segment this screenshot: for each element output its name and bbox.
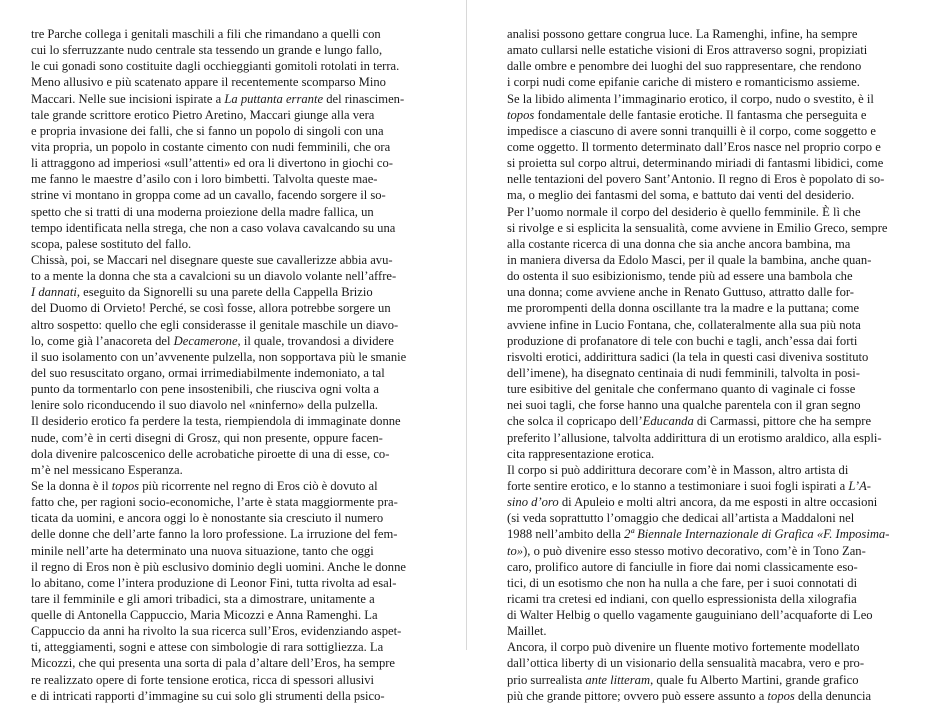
text-line bbox=[507, 91, 892, 107]
italic-text: I dannati bbox=[31, 285, 77, 300]
text-run: me fanno le maestre d’asilo con i loro bimbetti. Talvolta queste mae- bbox=[31, 172, 378, 187]
text-run: fatto che, per ragioni socio-economiche, l’arte è stata maggiormente pra- bbox=[31, 495, 398, 510]
text-line bbox=[31, 204, 423, 220]
text-line bbox=[507, 639, 892, 655]
text-line bbox=[31, 252, 423, 268]
text-run: lenire solo riconducendo il suo diavolo nel «ninferno» della pulzella. bbox=[31, 398, 378, 413]
text-run: amato cullarsi nelle estatiche visioni di Eros attraverso sogni, propiziati bbox=[507, 43, 868, 58]
text-run: , il quale, trovandosi a dividere bbox=[237, 333, 394, 348]
text-line bbox=[507, 220, 892, 236]
text-line bbox=[507, 42, 892, 58]
text-line bbox=[31, 220, 423, 236]
text-run: caro, prolifico autore di fanciulle in fiore dai nomi classicamente eso- bbox=[507, 559, 858, 574]
text-run: dell’imene), ha disegnato centinaia di nudi femminili, talvolta in posi- bbox=[507, 365, 860, 380]
text-line bbox=[507, 575, 892, 591]
text-run: di Carmassi, pittore che ha sempre bbox=[693, 414, 872, 429]
text-line bbox=[31, 413, 423, 429]
text-line bbox=[507, 413, 892, 429]
text-run: me prorompenti della donna oscillante tra la madre e la puttana; come bbox=[507, 301, 860, 316]
text-run: do ostenta il suo esibizionismo, tende più ad essere una bambola che bbox=[507, 269, 853, 284]
text-run: in maniera diversa da Edolo Masci, per il quale la bambina, anche quan- bbox=[507, 252, 872, 267]
text-run: tre Parche collega i genitali maschili a fili che rimandano a quelli con bbox=[31, 27, 381, 41]
text-run: , eseguito da Signorelli su una parete della Cappella Brizio bbox=[76, 285, 373, 300]
right-page-text bbox=[507, 26, 892, 704]
text-run: il suo isolamento con un’avvenente pulzella, non sopportava più le smanie bbox=[31, 349, 407, 364]
text-run: li attraggono ad imperiosi «sull’attenti» ed ora li divertono in giochi co- bbox=[31, 156, 393, 171]
text-line bbox=[31, 139, 423, 155]
text-run: Maccari. Nelle sue incisioni ispirate a bbox=[31, 91, 225, 106]
text-run: alla costante ricerca di una donna che sia anche ancora bambina, ma bbox=[507, 236, 851, 251]
text-line bbox=[31, 559, 423, 575]
text-run: lo, come già l’anacoreta del bbox=[31, 333, 174, 348]
text-line bbox=[507, 123, 892, 139]
text-line bbox=[31, 42, 423, 58]
text-run: preferito l’allusione, talvolta addirittura di un erotismo araldico, alla espli- bbox=[507, 430, 882, 445]
text-run: di Walter Helbig o quello vagamente gauguiniano dell’acquaforte di Leo bbox=[507, 608, 873, 623]
italic-text: L’A- bbox=[848, 478, 871, 493]
text-line bbox=[507, 300, 892, 316]
text-line bbox=[507, 526, 892, 542]
text-run: to a mente la donna che sta a cavalcioni su un diavolo volante nell’affre- bbox=[31, 269, 397, 284]
text-run: minile nell’arte ha determinato una nuova situazione, tanto che oggi bbox=[31, 543, 374, 558]
text-run: Il corpo si può addirittura decorare com’è in Masson, altro artista di bbox=[507, 462, 849, 477]
text-run: ture esibitive del genitale che confermano quanto di vaginale ci fosse bbox=[507, 382, 856, 397]
italic-text: topos bbox=[507, 107, 535, 122]
text-line bbox=[31, 462, 423, 478]
text-line bbox=[31, 672, 423, 688]
italic-text: 2ª Biennale Internazionale di Grafica «F. Imposima- bbox=[624, 527, 890, 542]
text-line bbox=[507, 349, 892, 365]
text-run: vita propria, un popolo in costante cimento con nudi femminili, che ora bbox=[31, 139, 391, 154]
text-line bbox=[31, 381, 423, 397]
text-run: e di intricati rapporti d’immagine su cui solo gli strumenti della psico- bbox=[31, 688, 385, 703]
text-line bbox=[31, 123, 423, 139]
text-run: tale grande scrittore erotico Pietro Aretino, Maccari giunge alla vera bbox=[31, 107, 375, 122]
text-run: nelle tentazioni del povero Sant’Antonio. Il regno di Eros è popolato di so- bbox=[507, 172, 885, 187]
text-run: Chissà, poi, se Maccari nel disegnare queste sue cavallerizze abbia avu- bbox=[31, 252, 393, 267]
text-line bbox=[507, 317, 892, 333]
left-page-text bbox=[31, 26, 423, 704]
text-run: dalle ombre e penombre dei luoghi del suo rappresentare, che rendono bbox=[507, 59, 862, 74]
text-line bbox=[507, 74, 892, 90]
text-run: che solca il copricapo dell’ bbox=[507, 414, 643, 429]
text-line bbox=[507, 672, 892, 688]
text-line bbox=[507, 139, 892, 155]
text-line bbox=[31, 300, 423, 316]
text-line bbox=[507, 655, 892, 671]
text-line bbox=[507, 623, 892, 639]
italic-text: La puttanta errante bbox=[224, 91, 324, 106]
text-run: del Duomo di Orvieto! Perché, se così fosse, allora potrebbe sorgere un bbox=[31, 301, 391, 316]
text-run: Meno allusivo e più scatenato appare il recentemente scomparso Mino bbox=[31, 75, 386, 90]
text-line bbox=[31, 446, 423, 462]
text-line bbox=[507, 155, 892, 171]
italic-text: topos bbox=[111, 478, 140, 493]
text-run: di Apuleio e molti altri ancora, da me esposti in altre occasioni bbox=[558, 495, 878, 510]
text-run: quelle di Antonella Cappuccio, Maria Micozzi e Anna Ramenghi. La bbox=[31, 608, 378, 623]
text-line bbox=[31, 526, 423, 542]
text-line bbox=[507, 543, 892, 559]
text-run: Ancora, il corpo può divenire un fluente motivo fortemente modellato bbox=[507, 640, 860, 655]
text-run: forte sentire erotico, e lo stanno a testimoniare i suoi fogli ispirati a bbox=[507, 478, 849, 493]
text-run: dall’ottica liberty di un visionario della sensualità macabra, vero e pro- bbox=[507, 656, 865, 671]
text-run: fondamentale delle fantasie erotiche. Il fantasma che perseguita e bbox=[534, 107, 867, 122]
text-line bbox=[507, 171, 892, 187]
text-run: nei suoi tagli, che forse hanno una qualche parentela con il gran segno bbox=[507, 398, 861, 413]
text-line bbox=[507, 591, 892, 607]
text-run: ma, o meglio dei fantasmi del soma, e battuto dai venti del desiderio. bbox=[507, 188, 855, 203]
text-run: Micozzi, che qui presenta una sorta di pala d’altare dell’Eros, ha sempre bbox=[31, 656, 396, 671]
text-run: Se la donna è il bbox=[31, 478, 112, 493]
text-run: del suo resuscitato organo, ormai irrimediabilmente indemoniato, a tal bbox=[31, 365, 385, 380]
text-run: più ricorrente nel regno di Eros ciò è dovuto al bbox=[139, 478, 378, 493]
text-run: scopa, palese sostituto del fallo. bbox=[31, 236, 192, 251]
text-run: impedisce a ciascuno di avere sonni tranquilli è il corpo, come soggetto e bbox=[507, 123, 876, 138]
text-line bbox=[31, 107, 423, 123]
text-run: punto da tormentarlo con pene insostenibili, che riusciva ogni volta a bbox=[31, 382, 379, 397]
text-run: della denuncia bbox=[794, 688, 872, 703]
text-line bbox=[31, 655, 423, 671]
text-line bbox=[507, 284, 892, 300]
text-line bbox=[507, 187, 892, 203]
text-line bbox=[31, 575, 423, 591]
text-run: ricami tra cretesi ed indiani, con quello espressionista della xilografia bbox=[507, 591, 857, 606]
text-line bbox=[31, 607, 423, 623]
text-run: si rivolge e si esplicita la sensualità, come avviene in Emilio Greco, sempre bbox=[507, 220, 888, 235]
text-run: una donna; come avviene anche in Renato Guttuso, attratto dalle for- bbox=[507, 285, 855, 300]
italic-text: to» bbox=[507, 543, 524, 558]
text-run: Cappuccio da anni ha rivolto la sua ricerca sull’Eros, evidenziando aspet- bbox=[31, 624, 402, 639]
text-run: Per l’uomo normale il corpo del desiderio è quello femminile. È lì che bbox=[507, 204, 861, 219]
text-run: ticata da uomini, e ancora oggi lo è nonostante sia cresciuto il numero bbox=[31, 511, 384, 526]
text-line bbox=[31, 171, 423, 187]
text-run: , quale fu Alberto Martini, grande grafico bbox=[650, 672, 859, 687]
text-run: (si veda soprattutto l’omaggio che dedicai all’artista a Maddaloni nel bbox=[507, 511, 855, 526]
text-line bbox=[31, 155, 423, 171]
text-run: più che grande pittore; ovvero può essere assunto a bbox=[507, 688, 768, 703]
text-line bbox=[31, 478, 423, 494]
text-line bbox=[31, 187, 423, 203]
text-run: cui lo sferruzzante nudo centrale sta tessendo un grande e lungo fallo, bbox=[31, 43, 383, 58]
text-run: delle donne che dell’arte fanno la loro professione. La irruzione del fem- bbox=[31, 527, 398, 542]
text-line bbox=[31, 91, 423, 107]
text-line bbox=[31, 268, 423, 284]
text-line bbox=[31, 543, 423, 559]
italic-text: ante litteram bbox=[585, 672, 651, 687]
text-line bbox=[31, 688, 423, 704]
text-run: avviene infine in Lucio Fontana, che, collateralmente alla sua più nota bbox=[507, 317, 861, 332]
text-line bbox=[31, 510, 423, 526]
text-run: altro sospetto: quello che egli considerasse il genitale maschile un diavo- bbox=[31, 317, 399, 332]
text-line bbox=[507, 58, 892, 74]
text-line bbox=[31, 430, 423, 446]
text-run: 1988 nell’ambito della bbox=[507, 527, 625, 542]
text-run: re realizzato opere di forte tensione erotica, ricca di spessori allusivi bbox=[31, 672, 375, 687]
text-line bbox=[31, 349, 423, 365]
text-line bbox=[31, 58, 423, 74]
text-run: prio surrealista bbox=[507, 672, 586, 687]
text-run: strine vi montano in groppa come ad un cavallo, facendo sorgere il so- bbox=[31, 188, 386, 203]
text-run: produzione di profanatore di tele con buchi e tagli, anch’essa dai forti bbox=[507, 333, 858, 348]
text-run: ti, atteggiamenti, sogni e attese con simbologie di rara sottigliezza. La bbox=[31, 640, 384, 655]
text-line bbox=[31, 494, 423, 510]
text-line bbox=[31, 74, 423, 90]
text-line bbox=[507, 478, 892, 494]
text-run: spetto che si tratti di una moderna proiezione della madre fallica, un bbox=[31, 204, 374, 219]
italic-text: Educanda bbox=[642, 414, 694, 429]
text-line bbox=[507, 688, 892, 704]
text-run: i corpi nudi come epifanie cariche di mistero e romanticismo assieme. bbox=[507, 75, 860, 90]
text-line bbox=[31, 333, 423, 349]
text-line bbox=[31, 26, 423, 42]
text-line bbox=[507, 252, 892, 268]
text-line bbox=[31, 591, 423, 607]
text-line bbox=[507, 236, 892, 252]
text-line bbox=[31, 623, 423, 639]
text-run: e propria invasione dei falli, che si fanno un popolo di singoli con una bbox=[31, 123, 384, 138]
text-run: cita rappresentazione erotica. bbox=[507, 446, 655, 461]
text-line bbox=[507, 381, 892, 397]
text-run: del rinascimen- bbox=[323, 91, 405, 106]
italic-text: Decamerone bbox=[173, 333, 238, 348]
text-run: m’è nel messicano Esperanza. bbox=[31, 462, 183, 477]
text-run: Il desiderio erotico fa perdere la testa, riempiendola di immaginate donne bbox=[31, 414, 401, 429]
text-line bbox=[507, 268, 892, 284]
text-line bbox=[507, 494, 892, 510]
text-run: ), o può divenire esso stesso motivo decorativo, com’è in Tono Zan- bbox=[523, 543, 866, 558]
italic-text: sino d’oro bbox=[507, 495, 559, 510]
text-run: nude, com’è in certi disegni di Grosz, qui non presente, oppure facen- bbox=[31, 430, 383, 445]
text-line bbox=[507, 559, 892, 575]
text-line bbox=[507, 510, 892, 526]
text-line bbox=[31, 236, 423, 252]
text-run: le cui gonadi sono costituite dagli occhieggianti gomitoli rotolati in terra. bbox=[31, 59, 400, 74]
text-run: risvolti erotici, addirittura sadici (la tela in questi casi diveniva sostituto bbox=[507, 349, 869, 364]
right-page bbox=[466, 0, 930, 703]
text-run: Maillet. bbox=[507, 624, 547, 639]
text-run: tici, di un esotismo che non ha nulla a che fare, per i suoi connotati di bbox=[507, 575, 858, 590]
text-line bbox=[507, 365, 892, 381]
text-line bbox=[31, 397, 423, 413]
text-line bbox=[507, 446, 892, 462]
text-line bbox=[507, 26, 892, 42]
text-line bbox=[507, 462, 892, 478]
text-run: dola divenire palcoscenico delle acrobatiche piroette di una di esse, co- bbox=[31, 446, 390, 461]
text-line bbox=[31, 317, 423, 333]
text-line bbox=[507, 333, 892, 349]
text-run: lo abitano, come l’intera produzione di Leonor Fini, tutta rivolta ad esal- bbox=[31, 575, 397, 590]
text-line bbox=[31, 639, 423, 655]
text-line bbox=[507, 430, 892, 446]
text-line bbox=[507, 204, 892, 220]
italic-text: topos bbox=[767, 688, 795, 703]
text-line bbox=[507, 607, 892, 623]
text-run: si proietta sul corpo altrui, determinando miriadi di fantasmi libidici, come bbox=[507, 156, 884, 171]
text-run: analisi possono gettare congrua luce. La Ramenghi, infine, ha sempre bbox=[507, 27, 858, 41]
text-line bbox=[31, 365, 423, 381]
text-line bbox=[31, 284, 423, 300]
text-run: tempo identificata nella strega, che non a caso volava cavalcando su una bbox=[31, 220, 396, 235]
text-line bbox=[507, 397, 892, 413]
text-run: il regno di Eros non è più esclusivo dominio degli uomini. Anche le donne bbox=[31, 559, 406, 574]
left-page bbox=[0, 0, 464, 703]
text-run: tare il femminile e gli amori tribadici, sta a dimostrare, unitamente a bbox=[31, 591, 375, 606]
text-line bbox=[507, 107, 892, 123]
text-run: Se la libido alimenta l’immaginario erotico, il corpo, nudo o svestito, è il bbox=[507, 91, 874, 106]
text-run: come oggetto. Il tormento determinato dall’Eros nasce nel proprio corpo e bbox=[507, 139, 881, 154]
